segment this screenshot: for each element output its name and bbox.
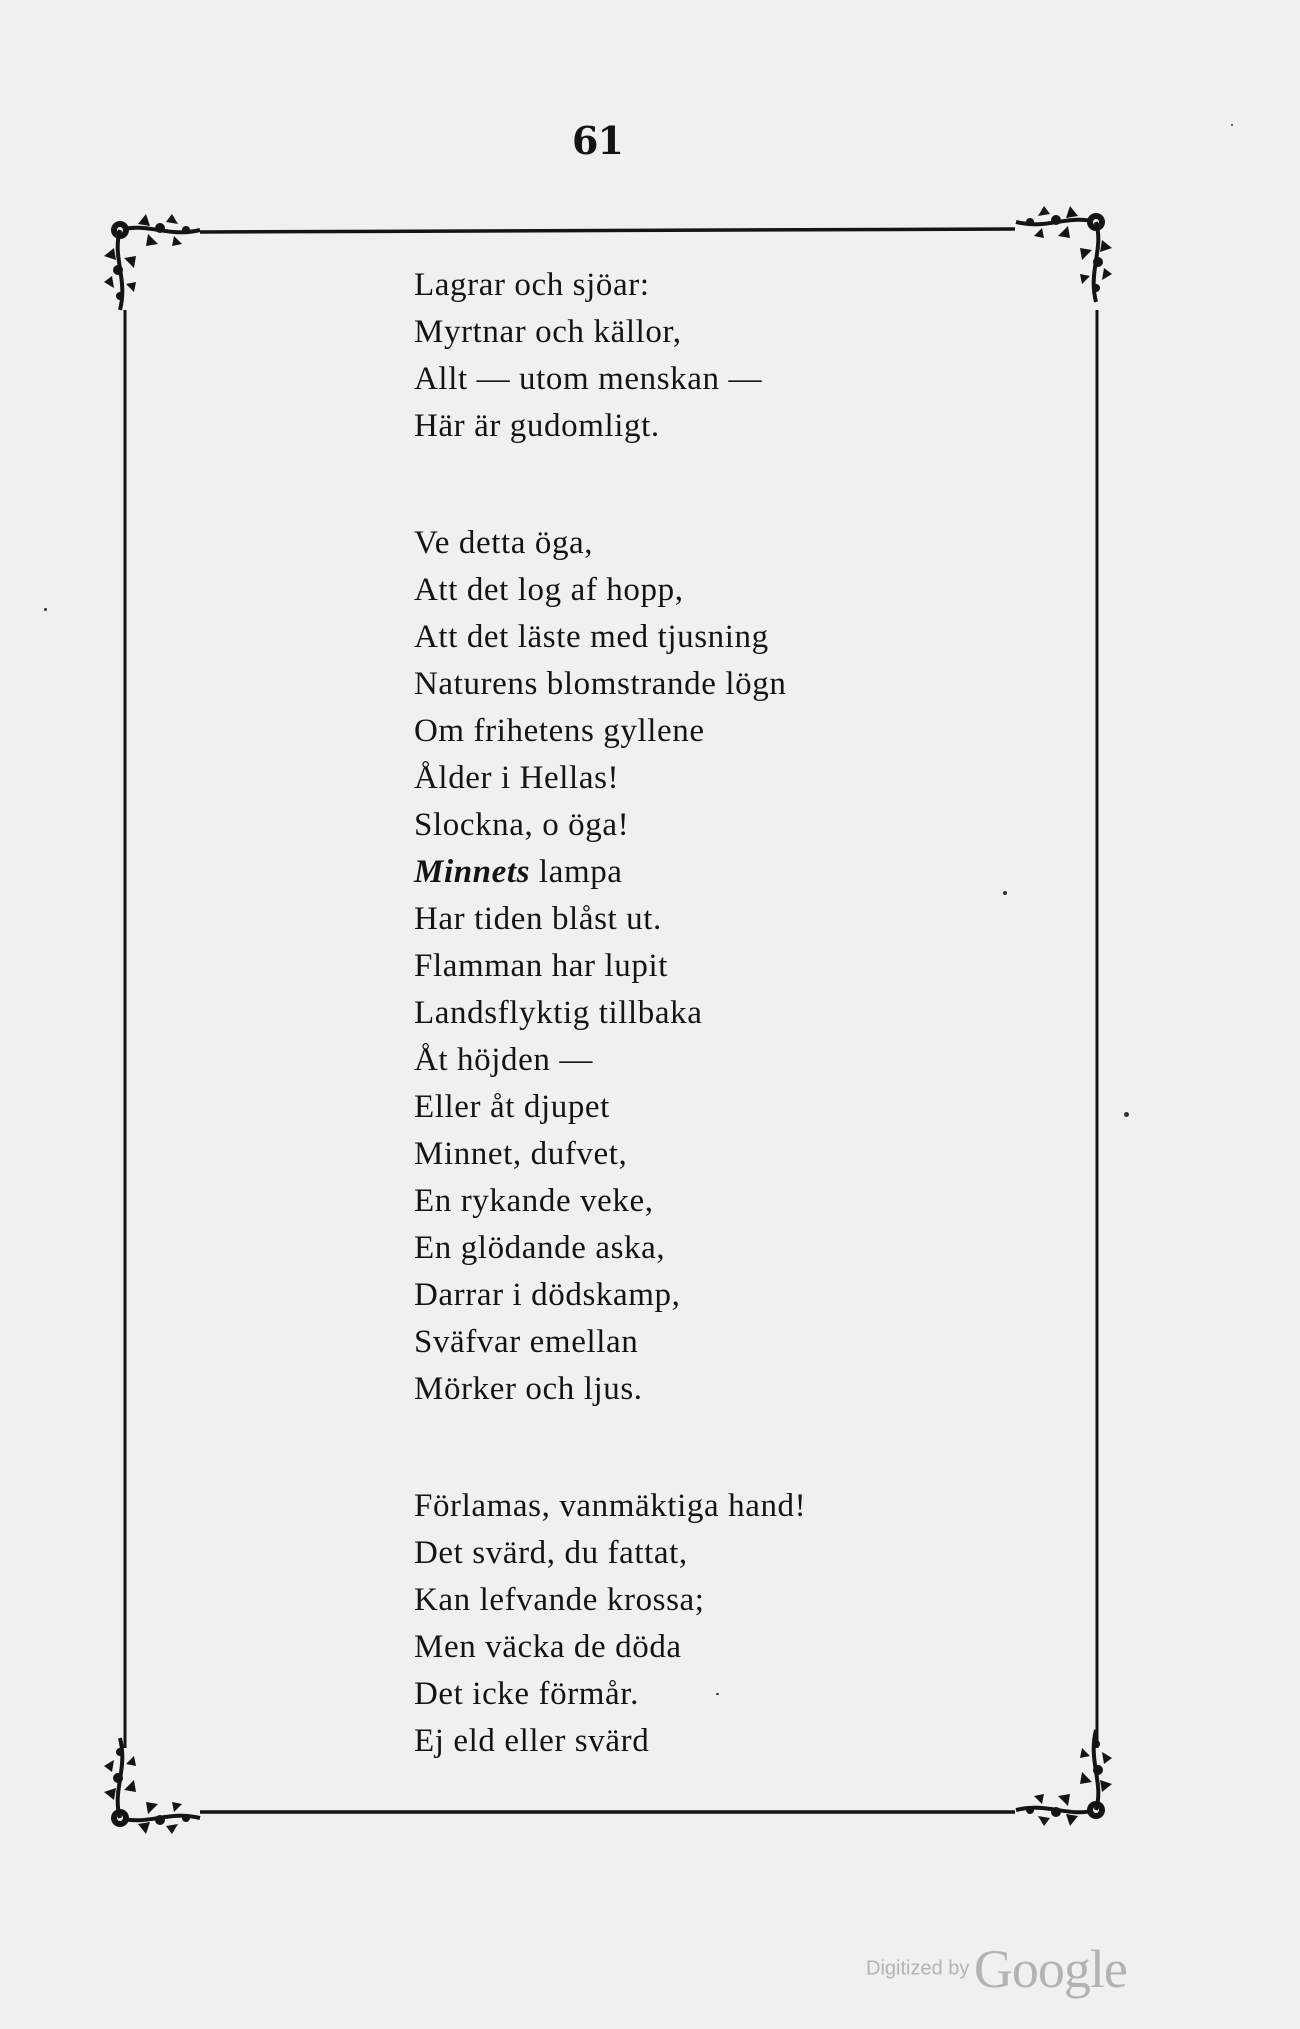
poem-line: Eller åt djupet xyxy=(414,1089,610,1125)
poem-line: Lagrar och sjöar: xyxy=(414,267,650,303)
poem-line: Åt höjden — xyxy=(414,1042,593,1078)
floral-corner-ornament-icon xyxy=(104,214,200,310)
poem-line: En glödande aska, xyxy=(414,1230,666,1266)
poem-line: Men väcka de döda xyxy=(414,1629,682,1665)
poem-line: Ve detta öga, xyxy=(414,525,594,561)
poem-line: Allt — utom menskan — xyxy=(414,361,763,397)
poem-line: Naturens blomstrande lögn xyxy=(414,666,787,702)
poem-line: Darrar i dödskamp, xyxy=(414,1277,681,1313)
scan-speck xyxy=(716,1693,719,1695)
poem-line: Här är gudomligt. xyxy=(414,408,660,444)
poem-line: Kan lefvande krossa; xyxy=(414,1582,705,1618)
stanza-1 xyxy=(414,262,934,450)
poem-line: Flamman har lupit xyxy=(414,948,668,984)
scan-speck xyxy=(1003,891,1007,895)
digitized-watermark xyxy=(866,1938,1127,2000)
floral-corner-ornament-icon xyxy=(1016,1730,1112,1826)
poem-line: Minnet, dufvet, xyxy=(414,1136,628,1172)
scan-speck xyxy=(44,608,47,611)
poem-line xyxy=(414,849,934,896)
poem-line: Mörker och ljus. xyxy=(414,1371,643,1407)
poem-line: Har tiden blåst ut. xyxy=(414,901,662,937)
poem-line: Om frihetens gyllene xyxy=(414,713,705,749)
poem-line: Slockna, o öga! xyxy=(414,807,630,843)
floral-corner-ornament-icon xyxy=(1016,206,1112,302)
poem-line: Ej eld eller svärd xyxy=(414,1723,650,1759)
poem xyxy=(414,262,934,1765)
poem-line: Att det log af hopp, xyxy=(414,572,684,608)
scan-speck xyxy=(1124,1112,1129,1117)
stanza-3 xyxy=(414,1483,934,1765)
poem-line-rest: lampa xyxy=(530,854,623,890)
poem-line: Ålder i Hellas! xyxy=(414,760,620,796)
poem-line: Myrtnar och källor, xyxy=(414,314,682,350)
scan-speck xyxy=(1231,124,1233,126)
poem-line: Att det läste med tjusning xyxy=(414,619,769,655)
watermark-prefix: Digitized by xyxy=(866,1957,970,1980)
poem-line: En rykande veke, xyxy=(414,1183,654,1219)
page-number: 61 xyxy=(572,118,623,163)
poem-line: Förlamas, vanmäktiga hand! xyxy=(414,1488,807,1524)
poem-line: Det icke förmår. xyxy=(414,1676,639,1712)
poem-line: Sväfvar emellan xyxy=(414,1324,639,1360)
poem-line: Landsflyktig tillbaka xyxy=(414,995,703,1031)
poem-line-italic-word: Minnets xyxy=(414,854,531,890)
watermark-brand: Google xyxy=(973,1939,1127,1999)
stanza-2 xyxy=(414,520,934,1413)
floral-corner-ornament-icon xyxy=(104,1738,200,1834)
poem-line: Det svärd, du fattat, xyxy=(414,1535,688,1571)
